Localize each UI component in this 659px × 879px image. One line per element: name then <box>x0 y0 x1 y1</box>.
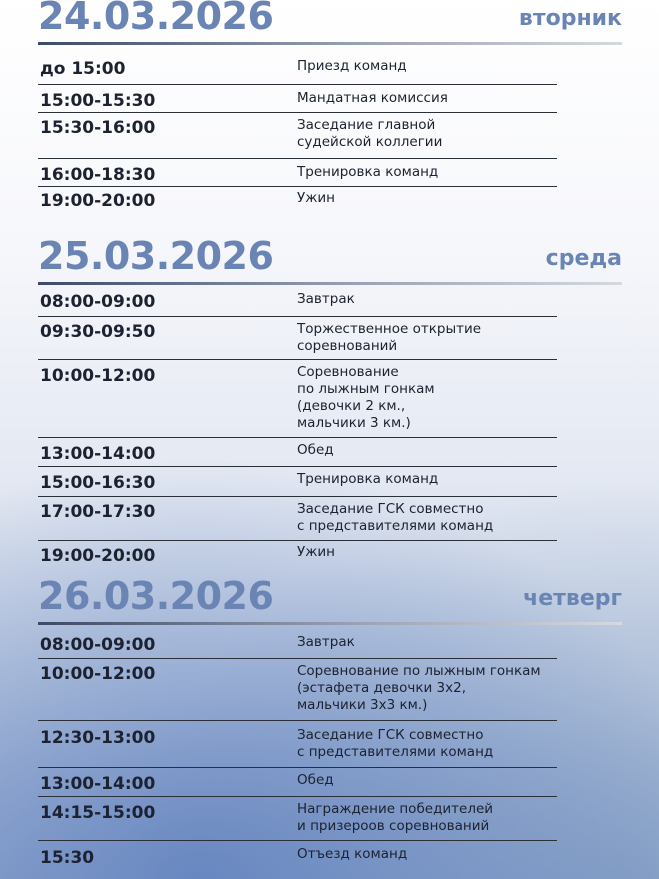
schedule-event: Обед <box>297 442 334 458</box>
day-block-3 <box>0 574 659 868</box>
schedule-row <box>38 187 557 217</box>
schedule-list <box>38 52 557 217</box>
schedule-event: Тренировка команд <box>297 471 439 487</box>
schedule-time: 10:00-12:00 <box>40 664 156 684</box>
schedule-row <box>38 721 557 768</box>
schedule-event: Заседание ГСК совместно с представителями команд <box>297 501 494 534</box>
day-block-1 <box>0 0 659 211</box>
schedule-event: Отъезд команд <box>297 846 408 862</box>
day-date: 24.03.2026 <box>38 0 274 38</box>
schedule-time: 17:00-17:30 <box>40 502 156 522</box>
day-header <box>0 0 659 44</box>
schedule-row <box>38 659 557 721</box>
schedule-row <box>38 768 557 797</box>
schedule-event: Торжественное открытие соревнований <box>297 321 482 354</box>
schedule-time: 15:00-15:30 <box>40 91 156 111</box>
day-weekday: среда <box>545 246 622 271</box>
header-divider <box>38 622 622 625</box>
schedule-event: Обед <box>297 772 334 788</box>
schedule-time: 19:00-20:00 <box>40 191 156 211</box>
schedule-event: Тренировка команд <box>297 164 439 180</box>
day-weekday: четверг <box>523 586 622 611</box>
schedule-time: 15:30-16:00 <box>40 118 156 138</box>
schedule-row <box>38 497 557 541</box>
day-block-2 <box>0 234 659 566</box>
schedule-time: 09:30-09:50 <box>40 322 156 342</box>
day-weekday: вторник <box>518 6 622 31</box>
schedule-time: 14:15-15:00 <box>40 803 156 823</box>
schedule-row <box>38 113 557 159</box>
schedule-time: 13:00-14:00 <box>40 774 156 794</box>
schedule-event: Приезд команд <box>297 58 407 74</box>
schedule-row <box>38 159 557 187</box>
schedule-row <box>38 438 557 467</box>
schedule-time: до 15:00 <box>40 59 126 79</box>
schedule-list <box>38 286 557 569</box>
schedule-row <box>38 52 557 85</box>
schedule-row <box>38 541 557 569</box>
schedule-time: 15:00-16:30 <box>40 473 156 493</box>
schedule-event: Соревнование по лыжным гонкам (эстафета девочки 3х2, мальчики 3х3 км.) <box>297 663 541 713</box>
schedule-time: 19:00-20:00 <box>40 546 156 566</box>
schedule-time: 10:00-12:00 <box>40 366 156 386</box>
schedule-row <box>38 317 557 360</box>
schedule-row <box>38 797 557 841</box>
schedule-row <box>38 629 557 659</box>
schedule-time: 08:00-09:00 <box>40 292 156 312</box>
schedule-row <box>38 286 557 317</box>
schedule-event: Завтрак <box>297 291 355 307</box>
header-divider <box>38 282 622 285</box>
schedule-event: Завтрак <box>297 634 355 650</box>
schedule-event: Мандатная комиссия <box>297 90 448 106</box>
day-header <box>0 234 659 284</box>
header-divider <box>38 42 622 45</box>
schedule-event: Заседание ГСК совместно с представителями команд <box>297 727 494 760</box>
schedule-time: 15:30 <box>40 848 95 868</box>
schedule-time: 16:00-18:30 <box>40 165 156 185</box>
schedule-row <box>38 841 557 871</box>
schedule-row <box>38 467 557 497</box>
schedule-event: Соревнование по лыжным гонкам (девочки 2 км., мальчики 3 км.) <box>297 364 435 431</box>
schedule-row <box>38 360 557 438</box>
schedule-time: 13:00-14:00 <box>40 444 156 464</box>
schedule-time: 08:00-09:00 <box>40 635 156 655</box>
schedule-event: Заседание главной судейской коллегии <box>297 117 443 150</box>
schedule-row <box>38 85 557 113</box>
schedule-event: Награждение победителей и призероов соревнований <box>297 801 494 834</box>
day-header <box>0 574 659 624</box>
day-date: 25.03.2026 <box>38 234 274 278</box>
schedule-event: Ужин <box>297 190 335 206</box>
schedule-event: Ужин <box>297 544 335 560</box>
day-date: 26.03.2026 <box>38 574 274 618</box>
schedule-list <box>38 629 557 871</box>
schedule-time: 12:30-13:00 <box>40 728 156 748</box>
